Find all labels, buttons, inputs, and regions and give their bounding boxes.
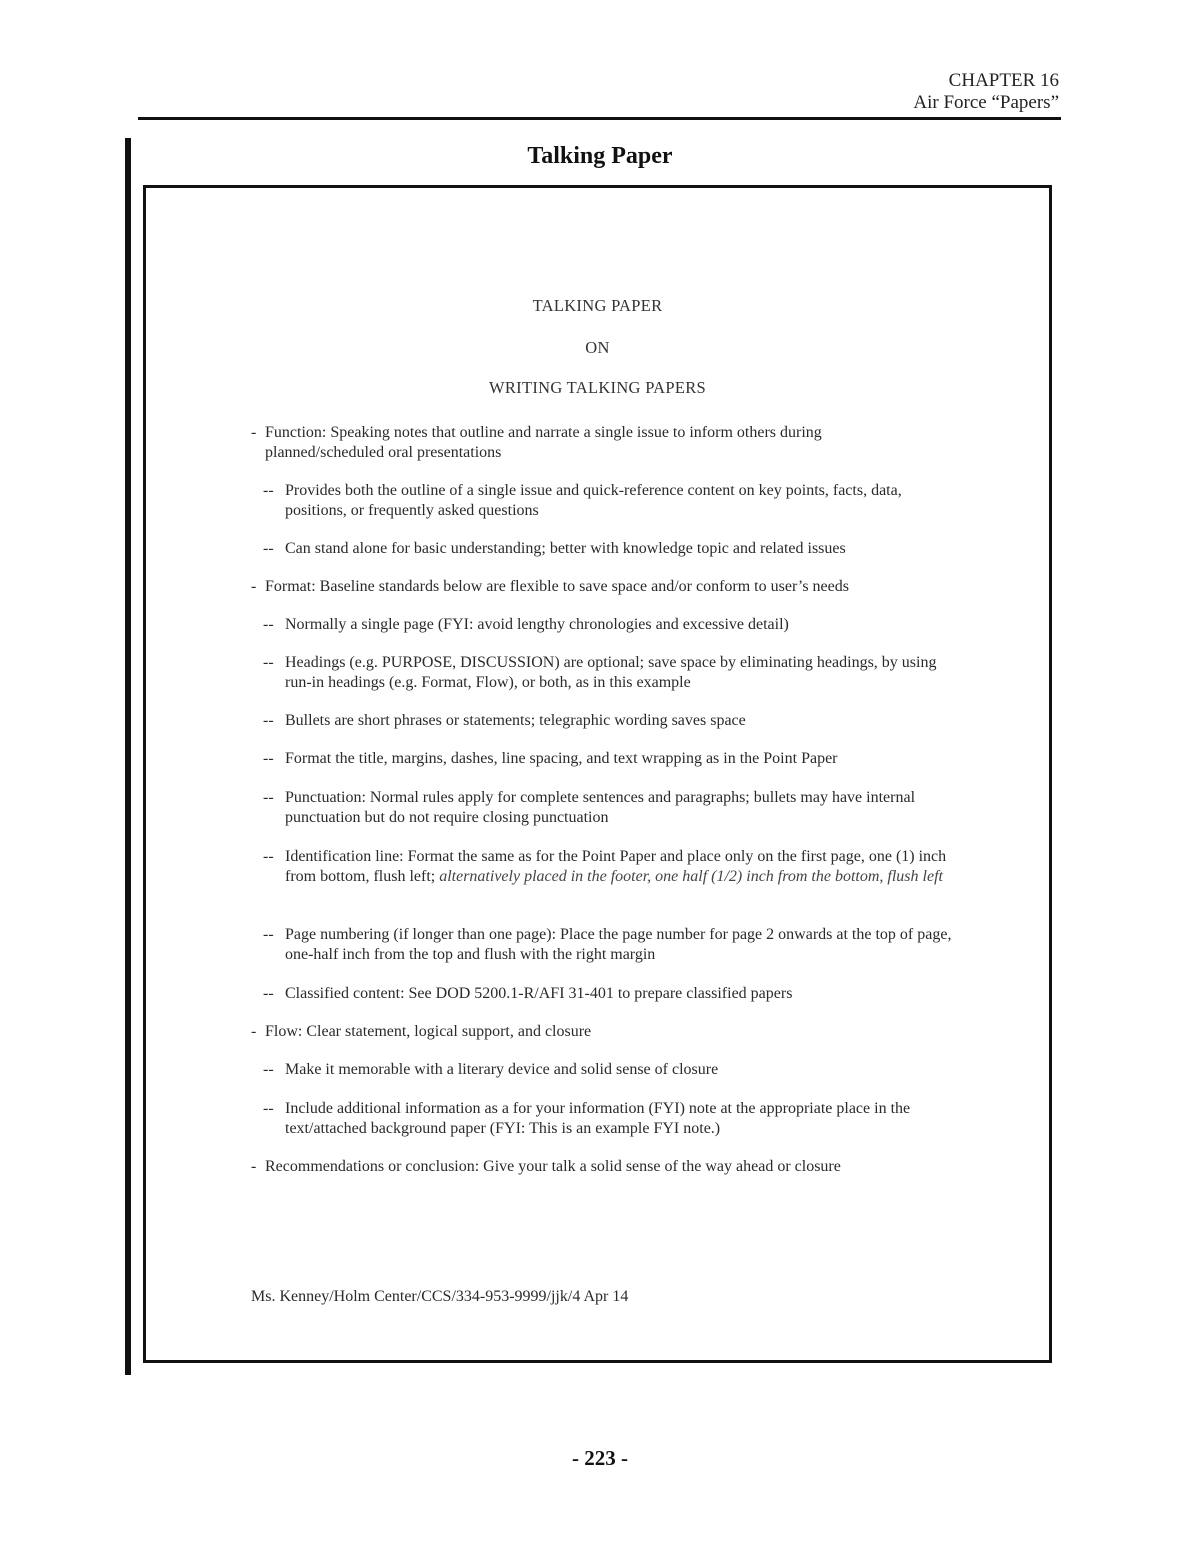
sub-bullet-memorable	[263, 1060, 953, 1080]
bullet-mark: --	[263, 1061, 274, 1078]
page-number: - 223 -	[572, 1446, 628, 1470]
chapter-header	[913, 70, 1059, 114]
header-rule	[138, 117, 1061, 120]
bullet-text: Can stand alone for basic understanding; better with knowledge topic and related issues	[285, 540, 846, 557]
sub-bullet-fyi-note	[263, 1099, 953, 1139]
sub-bullet-single-page	[263, 615, 953, 635]
sub-bullet-stand-alone	[263, 539, 953, 559]
change-bar	[125, 138, 131, 1375]
bullet-text: Headings (e.g. PURPOSE, DISCUSSION) are optional; save space by eliminating headings, by using run-in headings (e.g. Format, Flow), or both, as in this example	[285, 654, 937, 691]
bullet-text: Punctuation: Normal rules apply for complete sentences and paragraphs; bullets may have internal punctuation but do not require closing punctuation	[285, 789, 916, 826]
sub-bullet-classified	[263, 984, 953, 1004]
bullet-text	[285, 847, 953, 887]
example-paper-frame	[143, 185, 1052, 1363]
paper-title-line-2: ON	[585, 338, 610, 357]
sub-bullet-outline	[263, 481, 953, 521]
sub-bullet-short-phrases	[263, 711, 953, 731]
figure-title: Talking Paper	[527, 143, 673, 169]
bullet-text-regular: Identification line: Format the same as for the Point Paper and place only on the first page, one (1) inch from bottom, flush left;	[285, 848, 947, 885]
bullet-mark: -	[251, 578, 257, 595]
paper-title-line-1: TALKING PAPER	[532, 296, 663, 315]
bullet-text: Include additional information as a for your information (FYI) note at the appropriate place in the text/attached background paper (FYI: This is an example FYI note.)	[285, 1100, 911, 1137]
bullet-text: Format the title, margins, dashes, line spacing, and text wrapping as in the Point Paper	[285, 750, 838, 767]
bullet-mark: --	[263, 482, 274, 499]
bullet-text: Recommendations or conclusion: Give your talk a solid sense of the way ahead or closure	[265, 1158, 841, 1175]
bullet-mark: --	[263, 750, 274, 767]
bullet-mark: --	[263, 712, 274, 729]
bullet-text: Format: Baseline standards below are flexible to save space and/or conform to user’s needs	[265, 578, 849, 595]
bullet-function	[251, 423, 891, 463]
bullet-mark: --	[263, 540, 274, 557]
bullet-text: Normally a single page (FYI: avoid lengthy chronologies and excessive detail)	[285, 616, 789, 633]
sub-bullet-format-title	[263, 749, 953, 769]
bullet-text: Page numbering (if longer than one page): Place the page number for page 2 onwards at the top of page, one-half inch from the top and flush with the right margin	[285, 926, 952, 963]
chapter-subtitle: Air Force “Papers”	[913, 92, 1059, 113]
bullet-mark: -	[251, 424, 257, 441]
bullet-mark: --	[263, 985, 274, 1002]
bullet-recommendations	[251, 1157, 941, 1177]
identification-line: Ms. Kenney/Holm Center/CCS/334-953-9999/jjk/4 Apr 14	[251, 1288, 629, 1305]
bullet-text: Provides both the outline of a single issue and quick-reference content on key points, facts, data, positions, or frequently asked questions	[285, 482, 902, 519]
bullet-format	[251, 577, 941, 597]
bullet-mark: --	[263, 926, 274, 943]
bullet-mark: -	[251, 1158, 257, 1175]
bullet-mark: --	[263, 848, 274, 865]
bullet-text: Make it memorable with a literary device and solid sense of closure	[285, 1061, 719, 1078]
bullet-text: Bullets are short phrases or statements; telegraphic wording saves space	[285, 712, 746, 729]
chapter-number: CHAPTER 16	[948, 70, 1059, 91]
bullet-text: Function: Speaking notes that outline and narrate a single issue to inform others during planned/scheduled oral presentations	[265, 424, 822, 461]
bullet-flow	[251, 1022, 891, 1042]
bullet-text: Classified content: See DOD 5200.1-R/AFI 31-401 to prepare classified papers	[285, 985, 793, 1002]
bullet-mark: --	[263, 616, 274, 633]
sub-bullet-punctuation	[263, 788, 953, 828]
sub-bullet-page-numbering	[263, 925, 953, 965]
bullet-text-italic: alternatively placed in the footer, one half (1/2) inch from the bottom, flush left	[439, 868, 943, 885]
bullet-mark: --	[263, 1100, 274, 1117]
bullet-mark: -	[251, 1023, 257, 1040]
bullet-mark: --	[263, 789, 274, 806]
bullet-mark: --	[263, 654, 274, 671]
sub-bullet-headings	[263, 653, 953, 693]
paper-title-line-3: WRITING TALKING PAPERS	[488, 378, 707, 397]
bullet-text: Flow: Clear statement, logical support, and closure	[265, 1023, 592, 1040]
sub-bullet-identification-line	[263, 847, 953, 887]
